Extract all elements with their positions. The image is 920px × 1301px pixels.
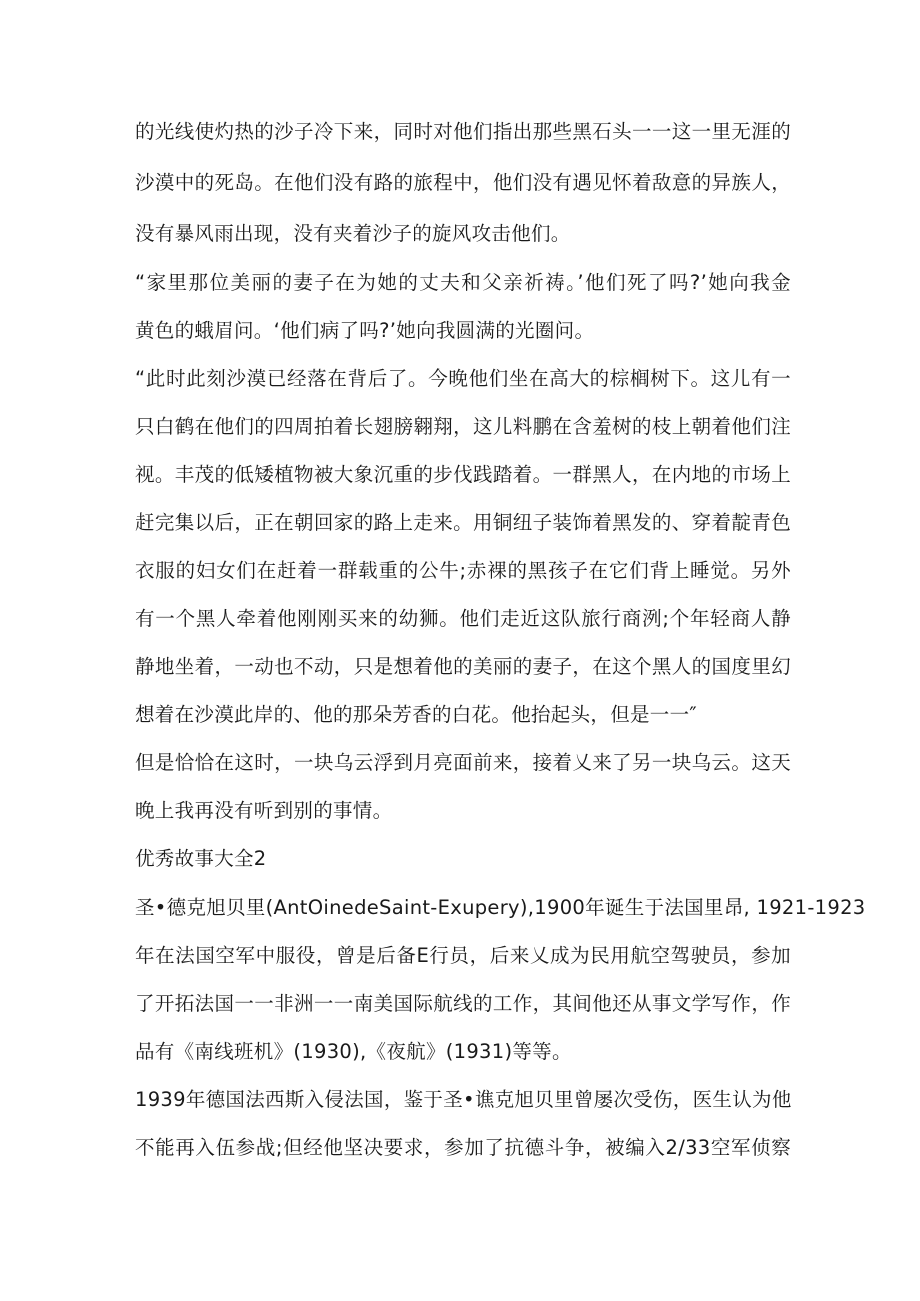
text-line: 衣服的妇女们在赶着一群载重的公牛;赤裸的黑孩子在它们背上睡觉。另外	[135, 559, 791, 582]
text-line: 黄色的蛾眉问。‘他们病了吗?’她向我圆满的光圈问。	[135, 319, 595, 342]
text-line: 没有暴风雨出现，没有夹着沙子的旋风攻击他们。	[135, 222, 571, 245]
section-heading: 优秀故事大全2	[135, 847, 267, 870]
text-line: 晚上我再没有听到别的事情。	[135, 799, 393, 822]
text-line: 圣•德克旭贝里(AntOinedeSaint-Exupery),1900年诞生于法国里昂, 1921-1923	[135, 896, 866, 919]
text-line: 视。丰茂的低矮植物被大象沉重的步伐践踏着。一群黑人，在内地的市场上	[135, 463, 791, 486]
text-line: 只白鹤在他们的四周拍着长翅膀翱翔，这儿料鹏在含羞树的枝上朝着他们注	[135, 415, 791, 438]
text-line: 不能再入伍参战;但经他坚决要求，参加了抗德斗争，被编入2/33空军侦察	[135, 1136, 791, 1159]
text-line: “此时此刻沙漠已经落在背后了。今晚他们坐在高大的棕榈树下。这儿有一	[135, 367, 791, 390]
text-line: 想着在沙漠此岸的、他的那朵芳香的白花。他抬起头，但是一一″	[135, 703, 697, 726]
text-line: 年在法国空军中服役，曾是后备E行员，后来乂成为民用航空驾驶员，参加	[135, 944, 791, 967]
text-line: 但是恰恰在这时，一块乌云浮到月亮面前来，接着乂来了另一块乌云。这天	[135, 751, 791, 774]
text-line: 有一个黑人牵着他刚刚买来的幼狮。他们走近这队旅行商洌;个年轻商人静	[135, 607, 791, 630]
text-line: 了开拓法国一一非洲一一南美国际航线的工作，其间他还从事文学写作，作	[135, 992, 791, 1015]
text-line: 沙漠中的死岛。在他们没有路的旅程中，他们没有遇见怀着敌意的异族人，	[135, 171, 791, 194]
text-line: 1939年德国法西斯入侵法国，鉴于圣•谯克旭贝里曾屡次受伤，医生认为他	[135, 1088, 792, 1111]
text-line: 品有《南线班机》(1930),《夜航》(1931)等等。	[135, 1040, 572, 1063]
text-line: “家里那位美丽的妻子在为她的丈夫和父亲祈祷。’他们死了吗?’她向我金	[135, 271, 791, 294]
text-line: 的光线使灼热的沙子冷下来，同时对他们指出那些黑石头一一这一里无涯的	[135, 120, 791, 143]
text-line: 静地坐着，一动也不动，只是想着他的美丽的妻子，在这个黑人的国度里幻	[135, 655, 791, 678]
text-line: 赶完集以后，正在朝回家的路上走来。用铜纽子装饰着黑发的、穿着靛青色	[135, 511, 791, 534]
